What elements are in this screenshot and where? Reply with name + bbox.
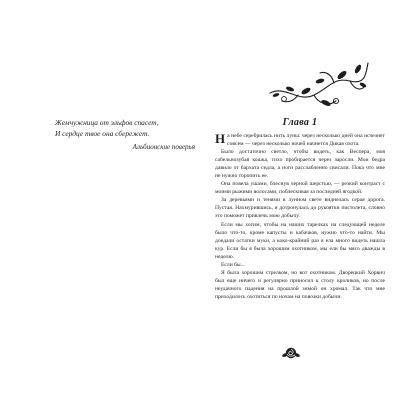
paragraph-1-text: а небе серебрилась нить луны: через несколько дней она исчезнет совсем — через несколько ночей начнется Дикая охота. <box>227 133 385 148</box>
epigraph-line-2: И сердце твое она сбережет. <box>55 128 150 138</box>
rose-ornament-icon <box>282 344 300 362</box>
paragraph-5: Если мы хотим, чтобы на наших тарелках на следующей неделе было что-то, кроме капусты и кабачков, нужно что-то найти. Мы доедали остатки муки, а коко-крайний раз я ела много видеть нашла кур. Если бы я была хорошим охотником, мы ели бы мясо дважды в неделю. <box>215 221 385 260</box>
epigraph-line-1: Жемчужница от эльфов спасет, <box>55 118 159 127</box>
epigraph-source: Альбионские поверья <box>132 143 195 151</box>
paragraph-7: Я была хорошим стрелком, но вот охотником. Дворецкий Хорвич был еще ничего и регулярно приносил к столу кроликов, но после неудачного падения на прошлой зимой он хромал. Так что мне приходилось охотиться по ночам на повозки добычи. <box>215 269 385 300</box>
paragraph-6: Если бы... <box>221 261 245 268</box>
drop-cap: Н <box>215 131 226 146</box>
chapter-title: Глава 1 <box>282 117 318 128</box>
paragraph-4: За деревьями и тенями в лунном свете виднелась серая дорога. Пустая. Нахмурившись, я дотронулась до рукоятки пистолета, словно это поможет привлечь мою добычу. <box>215 197 385 220</box>
epigraph <box>55 118 195 153</box>
paragraph-3: Она повела ушами, блеснув черной шерстью, — резкий контраст с моими рыжими волосами, поблескивая за последней ягодкой. <box>215 181 385 196</box>
vine-ornament-icon <box>268 55 370 113</box>
paragraph-2: Было достаточно светло, чтобы видеть, как Веспера, моя сабельнозубая кошка, тихо пробирается через заросли. Мои бедра давило от бархата седла, а ноги расслабленно свисали. Пока что мне не нужно торопить ее. <box>215 149 385 180</box>
paragraph-1 <box>215 132 385 148</box>
chapter-body <box>215 132 385 301</box>
